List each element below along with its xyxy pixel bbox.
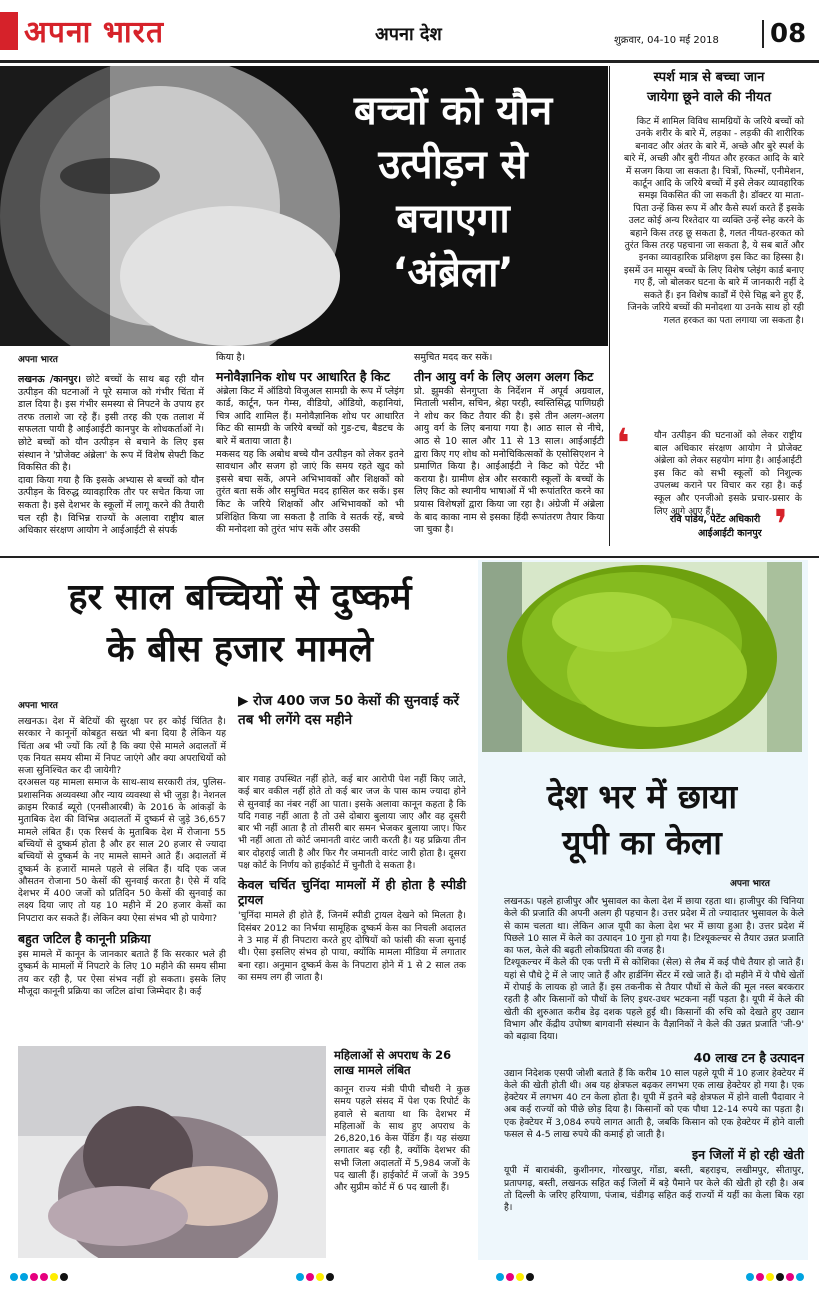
story1-subhead-1: मनोवैज्ञानिक शोध पर आधारित है किट — [216, 368, 390, 384]
story1-column-2 — [216, 352, 404, 537]
sidebar-quote: यौन उत्पीड़न की घटनाओं को लेकर राष्ट्रीय बाल अधिकार संरक्षण आयोग ने प्रोजेक्ट अंब्रेला को लेकर सहयोग मांगा है। आईआईटी इस किट को सभी स्कूलों को निशुल्क उपलब्ध कराने पर विचार कर रहा है। कई स्कूल और एनजीओ इसके प्रचार-प्रसार के लिए आगे आए हैं। — [654, 430, 802, 517]
sidebar-headline-line2: जायेगा छूने वाले की नीयत — [647, 90, 771, 105]
sad-girl-shapes — [18, 1046, 326, 1258]
story2-sidebox — [334, 1048, 470, 1195]
banana-photo — [482, 562, 802, 752]
story2-col1b-text: इस मामले में कानून के जानकार बताते हैं कि सरकार भले ही दुष्कर्म के मामलों में निपटारे के लिए 10 महीने की समय सीमा तय कर रही है, पर ऐसा संभव नहीं हो सकता। इसके लिए मौजूदा कानूनी प्रक्रिया का जटिल ढांचा जिम्मेदार है। कई — [18, 949, 226, 997]
story3-body1-text: लखनऊ। पहले हाजीपुर और भुसावल का केला देश में छाया रहता था। हाजीपुर की चिनिया केले की प्रजाति की अपनी अलग ही पहचान है। उत्तर प्रदेश में तो ज्यादातर भुसावल के केले से काम चलता था। लेकिन आज यूपी का केला देश भर में छाया हुआ है। उत्तर प्रदेश में पिछले 10 साल में केले का उत्पादन 10 गुना हो गया है। टिश्यूकल्चर से तैयार उन्नत प्रजाति का फल, केले की बढ़ती लोकप्रियता की वजह है। टिश्यूकल्चर में केले की एक पत्ती में से कोशिका (सेल) से लैब में कई पौधे तैयार हो जाते हैं। यहां से पौधे ट्रे में ले जाए जाते हैं और हार्डनिंग सेंटर में रखे जाते हैं। दो महीने में ये पौधे खेतों में रोपाई के लायक हो जाते हैं। इस तकनीक से तैयार पौधों से केले की मूल नस्ल बरकरार रहती है और किसानों को पौधों के लिए इधर-उधर भटकना नहीं पड़ता है। यूपी में केले की खेती की शुरुआत करीब डेढ़ दशक पहले हुई थी। किसानों की रुचि को देखते हुए उद्यान विभाग और केंद्रीय उपोष्ण बागवानी संस्थान के वैज्ञानिकों ने केले की उन्नत प्रजाति 'जी-9' को बढ़ावा दिया। — [504, 896, 804, 1043]
story2-headline-line1: हर साल बच्चियों से दुष्कर्म — [68, 577, 412, 618]
masthead-section: अपना देश — [375, 24, 442, 45]
story2-headline-line2: के बीस हजार मामले — [106, 629, 374, 670]
pullquote-arrow-icon: ▶ — [238, 693, 254, 709]
story3-body3-text: यूपी में बाराबंकी, कुशीनगर, गोरखपुर, गोंडा, बस्ती, बहराइच, लखीमपुर, सीतापुर, प्रतापगढ़, बस्ती, लखनऊ सहित कई जिलों में बड़े पैमाने पर केले की खेती हो रही है। अब तो दिल्ली के जरिए हरियाणा, पंजाब, चंडीगढ़ सहित कई राज्यों में यहीं का केला बिक रहा है। — [504, 1165, 804, 1214]
story1-col3-lead: समुचित मदद कर सकें। — [414, 352, 493, 363]
sidebar-body: किट में शामिल विविध सामग्रियों के जरिये बच्चों को उनके शरीर के बारे में, लड़का - लड़की की शारीरिक बनावट और अंतर के बारे में, अच्छे और बुरे स्पर्श के बारे में, अच्छी और बुरी नीयत और हरकत आदि के बारे में सजग किया जा सकता है। चित्रों, फिल्मों, एनीमेशन, कार्टून आदि के जरिये बच्चों में इसे लेकर व्यावहारिक समझ विकसित की जा सकती है। डॉक्टर या माता-पिता उन्हें किस रूप में और कैसे स्पर्श करते हैं इसके उलट कोई अन्य रिश्तेदार या व्यक्ति उन्हें स्नेह करने के बहाने किस तरह छू सकता है, गलत नीयत-हरकत को तुरंत किस तरह पहचाना जा सकता है, ये सब बातें और इनका व्यावहारिक प्रशिक्षण इस किट का हिस्सा है। इसमें उन मासूम बच्चों के लिए विशेष प्लेइंग कार्ड बनाए गए हैं, जो बोलकर घटना के बारे में जानकारी नहीं दे सकते हैं। इन विशेष कार्डों में ऐसे चिह्न बने हुए हैं, जिनके जरिये बच्चों की मनोदशा या उनके साथ हो रही गलत हरकत का पता लगाया जा सकता है। — [624, 116, 804, 326]
story2-column-2 — [238, 774, 466, 984]
story2-pullquote — [238, 692, 466, 730]
story1-headline-line2: उत्पीड़न से — [378, 142, 528, 188]
story3-subhead-1: 40 लाख टन है उत्पादन — [693, 1049, 804, 1065]
story1-headline — [298, 84, 608, 300]
story1-byline: अपना भारत — [18, 355, 58, 365]
story2-headline — [10, 572, 470, 676]
quote-open-icon: ❛ — [616, 421, 630, 467]
story1-headline-line4: ‘अंब्रेला’ — [392, 250, 514, 296]
story1-col3-text: प्रो. झुमकी सेनगुप्ता के निर्देशन में अपूर्व अग्रवाल, मिताली भसीन, सचिन, श्रेहा परही, स्वस्तिसिद्ध पाणिग्रही ने शोध कर किट तैयार की है। इसे तीन अलग-अलग आयु वर्ग के लिए बनाया गया है। आठ साल से नीचे, आठ से 10 साल और 11 से 13 साल। आईआईटी द्वारा किए गए शोध को मनोचिकित्सकों के एसोसिएशन ने प्रमाणित किया है। आईआईटी ने किट को पेटेंट भी कराया है। ग्रामीण क्षेत्र और सरकारी स्कूलों के बच्चों के लिए किट को स्थानीय भाषाओं में भी रूपांतरित करने का प्रयास विशेषज्ञों द्वारा किया जा रहा है। अंग्रेजी में अंब्रेला के बाद काका नाम से इसका हिंदी रूपांतरण तैयार किया जा चुका है। — [414, 385, 604, 536]
story2-col2c-text: कानून राज्य मंत्री पीपी चौधरी ने कुछ समय पहले संसद में पेश एक रिपोर्ट के हवाले से बताया था कि देशभर में महिलाओं के साथ हुए अपराध के 26,820,16 केस पेंडिंग हैं। यह संख्या लगातार बढ़ रही है, क्योंकि देशभर की सभी जिला अदालतों में 5,984 जजों के पद खाली हैं। हाईकोर्ट में जजों के 395 और सुप्रीम कोर्ट में 6 पद खाली हैं। — [334, 1084, 470, 1194]
story3-subhead-2: इन जिलों में हो रही खेती — [692, 1147, 804, 1163]
sad-girl-photo — [18, 1046, 326, 1258]
section-rule — [0, 556, 819, 558]
story1-headline-line3: बचाएगा — [396, 196, 510, 242]
story1-subhead-2: तीन आयु वर्ग के लिए अलग अलग किट — [414, 368, 594, 384]
story1-col1-text: छोटे बच्चों के साथ बढ़ रही यौन उत्पीड़न की घटनाओं ने पूरे समाज को गंभीर चिंता में डाल दिया है। इस गंभीर समस्या से निपटने के उपाय हर तरफ तलाशे जा रहे हैं। इसी तरह की एक तलाश में सफलता पायी है आईआईटी कानपुर के शोधकर्ताओं ने। छोटे बच्चों को यौन उत्पीड़न से बचाने के लिए इस संस्थान ने 'प्रोजेक्ट अंब्रेला' के रूप में विशेष सेफ्टी किट विकसित की है। दावा किया गया है कि इसके अभ्यास से बच्चों को यौन उत्पीड़न के विरुद्ध व्यावहारिक तौर पर सचेत किया जा सकता है। इसे देशभर के स्कूलों में लागू करने की तैयारी चल रही है। विभिन्न राज्यों के अलावा राष्ट्रीय बाल अधिकार संरक्षण आयोग ने आईआईटी से संपर्क — [18, 374, 204, 537]
masthead-logo: अपना भारत — [24, 15, 165, 50]
masthead — [0, 0, 819, 66]
page-number: 08 — [762, 20, 806, 48]
story3-headline-line2: यूपी का केला — [562, 823, 722, 862]
sidebar-headline — [614, 68, 804, 108]
color-dots — [0, 1268, 819, 1286]
story2-subhead-3: महिलाओं से अपराध के 26 लाख मामले लंबित — [334, 1048, 452, 1077]
story2-byline: अपना भारत — [18, 701, 58, 711]
masthead-rule — [0, 60, 819, 63]
quote-author: रवि पांडेय, पेटेंट अधिकारी — [670, 514, 761, 525]
story2-pullquote-text: रोज 400 जज 50 केसों की सुनवाई करें तब भी लगेंगे दस महीने — [238, 693, 460, 728]
story2-col1-text: लखनऊ। देश में बेटियों की सुरक्षा पर हर कोई चिंतित है। सरकार ने कानूनों कोबहुत सख्त भी बना दिया है लेकिन यह चिंता अब भी ज्यों कि त्यों है कि क्या ऐसे मामले अदालतों में एक नियत समय सीमा में निपट जाएंगे और क्या अपराधियों को सजा सुनिश्चित कर दी जायेगी? दरअसल यह मामला समाज के साथ-साथ सरकारी तंत्र, पुलिस-प्रशासनिक अव्यवस्था और न्याय व्यवस्था से भी जुड़ा है। नेशनल क्राइम रिकार्ड ब्यूरो (एनसीआरबी) के 2016 के आंकड़ों के मुताबिक देश की विभिन्न अदालतों में दुष्कर्म से जुड़े 36,657 मामले लंबित हैं। एक रिसर्च के मुताबिक देश में रोजाना 55 बच्चियों से दुष्कर्म होता है और हर साल 20 हजार से ज्यादा बच्चियों से दुष्कर्म के नए मामले सामने आते हैं। अदालतों में दुष्कर्म के हजारों मामले पहले से लंबित हैं। यदि एक जज औसतन रोजाना 50 केसों की सुनवाई करता है। ऐसे में यदि देशभर में 400 जजों को प्रतिदिन 50 केसों की सुनवाई का लक्ष्य दिया जाए तो यह 10 महीने में 20 हजार केसों का निपटारा कर सकते हैं। लेकिन क्या ऐसा संभव भी हो पायेगा? — [18, 716, 226, 924]
story1-dateline: लखनऊ /कानपुर। — [18, 374, 81, 385]
story1-col2-text: अंब्रेला किट में ऑडियो विजुअल सामग्री के रूप में प्लेइंग कार्ड, कार्टून, फन गेम्स, वीडियो, ऑडियो, कहानियां, चित्र आदि शामिल हैं। मनोवैज्ञानिक शोध पर आधारित किट की सामग्री के जरिये बच्चों को गुड-टच, बैडटच के बारे में बताया जाता है। मकसद यह कि अबोध बच्चे यौन उत्पीड़न को लेकर इतने सावधान और सजग हो जाएं कि समय रहते खुद को इससे बचा सकें, अपने अभिभावकों और शिक्षकों को तुरंत बता सकें और समुचित मदद हासिल कर सकें। इस किट के जरिये शिक्षकों और अभिभावकों को भी प्रशिक्षित किया जा सकता है ताकि वे सतर्क रहें, बच्चे की मनोदशा को तुरंत भांप सकें और उसकी — [216, 385, 404, 536]
story2-subhead-1: बहुत जटिल है कानूनी प्रक्रिया — [18, 931, 151, 947]
masthead-red-band — [0, 12, 18, 50]
story2-col2b-text: 'चुनिंदा मामले ही होते हैं, जिनमें स्पीडी ट्रायल देखने को मिलता है। दिसंबर 2012 का निर्भया सामूहिक दुष्कर्म केस का निचली अदालत ने 3 माह में ही निपटारा करते हुए दोषियों को फांसी की सजा सुनाई थी। ऐसा इसलिए संभव हो पाया, क्योंकि मामला मीडिया में लगातार बना रहा। अनुमान दुष्कर्म केस के निपटारा होने में 1 से 2 साल तक का समय लग ही जाता है। — [238, 910, 466, 983]
story1-column-3 — [414, 352, 604, 537]
story2-column-1 — [18, 716, 226, 998]
masthead-date: शुक्रवार, 04-10 मई 2018 — [614, 35, 719, 46]
story1-col2-lead: किया है। — [216, 352, 246, 363]
print-color-bar — [0, 1268, 819, 1286]
child-covering-face-photo — [0, 66, 608, 346]
quote-author-org: आईआईटी कानपुर — [698, 528, 762, 539]
story1-column-1 — [18, 374, 204, 538]
quote-close-icon: ❜ — [774, 502, 788, 548]
story3-headline-line1: देश भर में छाया — [546, 777, 738, 816]
story3-byline: अपना भारत — [730, 879, 770, 889]
story3-headline — [486, 774, 798, 866]
story2-subhead-2: केवल चर्चित चुनिंदा मामलों में ही होता है स्पीडी ट्रायल — [238, 877, 466, 908]
story1-headline-line1: बच्चों को यौन — [353, 88, 553, 134]
sidebar-headline-line1: स्पर्श मात्र से बच्चा जान — [653, 70, 765, 85]
sidebar-divider — [609, 66, 610, 546]
story3-body2-text: उद्यान निदेशक एसपी जोशी बताते हैं कि करीब 10 साल पहले यूपी में 10 हजार हेक्टेयर में केले की खेती होती थी। अब यह क्षेत्रफल बढ़कर लगभग एक लाख हेक्टेयर हो गया है। एक हेक्टेयर में लगभग 40 टन केला होता है। यूपी में इतने बड़े क्षेत्रफल में होने वाली पैदावार ने अब कई राज्यों को पीछे छोड़ दिया है। किसानों को एक पौधा 12-14 रुपये का पड़ता है। एक हेक्टेयर में 3,084 रुपये लागत आती है, जबकि किसान को एक हेक्टेयर में होने वाली फसल से 4-5 लाख रुपये की कमाई हो जाती है। — [504, 1067, 804, 1141]
story3-body — [504, 896, 804, 1215]
sidebar — [614, 66, 804, 546]
banana-shapes — [482, 562, 802, 752]
story2-col2-text: बार गवाह उपस्थित नहीं होते, कई बार आरोपी पेश नहीं किए जाते, कई बार वकील नहीं होते तो कई बार जज के पास काम ज्यादा होने से सुनवाई का नंबर नहीं आ पाता। इसके अलावा कानून कहता है कि यदि गवाह नहीं आता है तो उसे दोबारा बुलाया जाए और वह दूसरी बार भी नहीं आता है तो तीसरी बार समन भेजकर बुलाया जाए। फिर भी नहीं आता तो कोर्ट जमानती वारंट जारी करती है। यह प्रक्रिया तीन बार दोहराई जाती है और फिर गैर जमानती वारंट जारी होता है। दूसरा पक्ष कोर्ट के निर्णय को हाईकोर्ट में चुनौती दे सकता है। — [238, 774, 466, 872]
